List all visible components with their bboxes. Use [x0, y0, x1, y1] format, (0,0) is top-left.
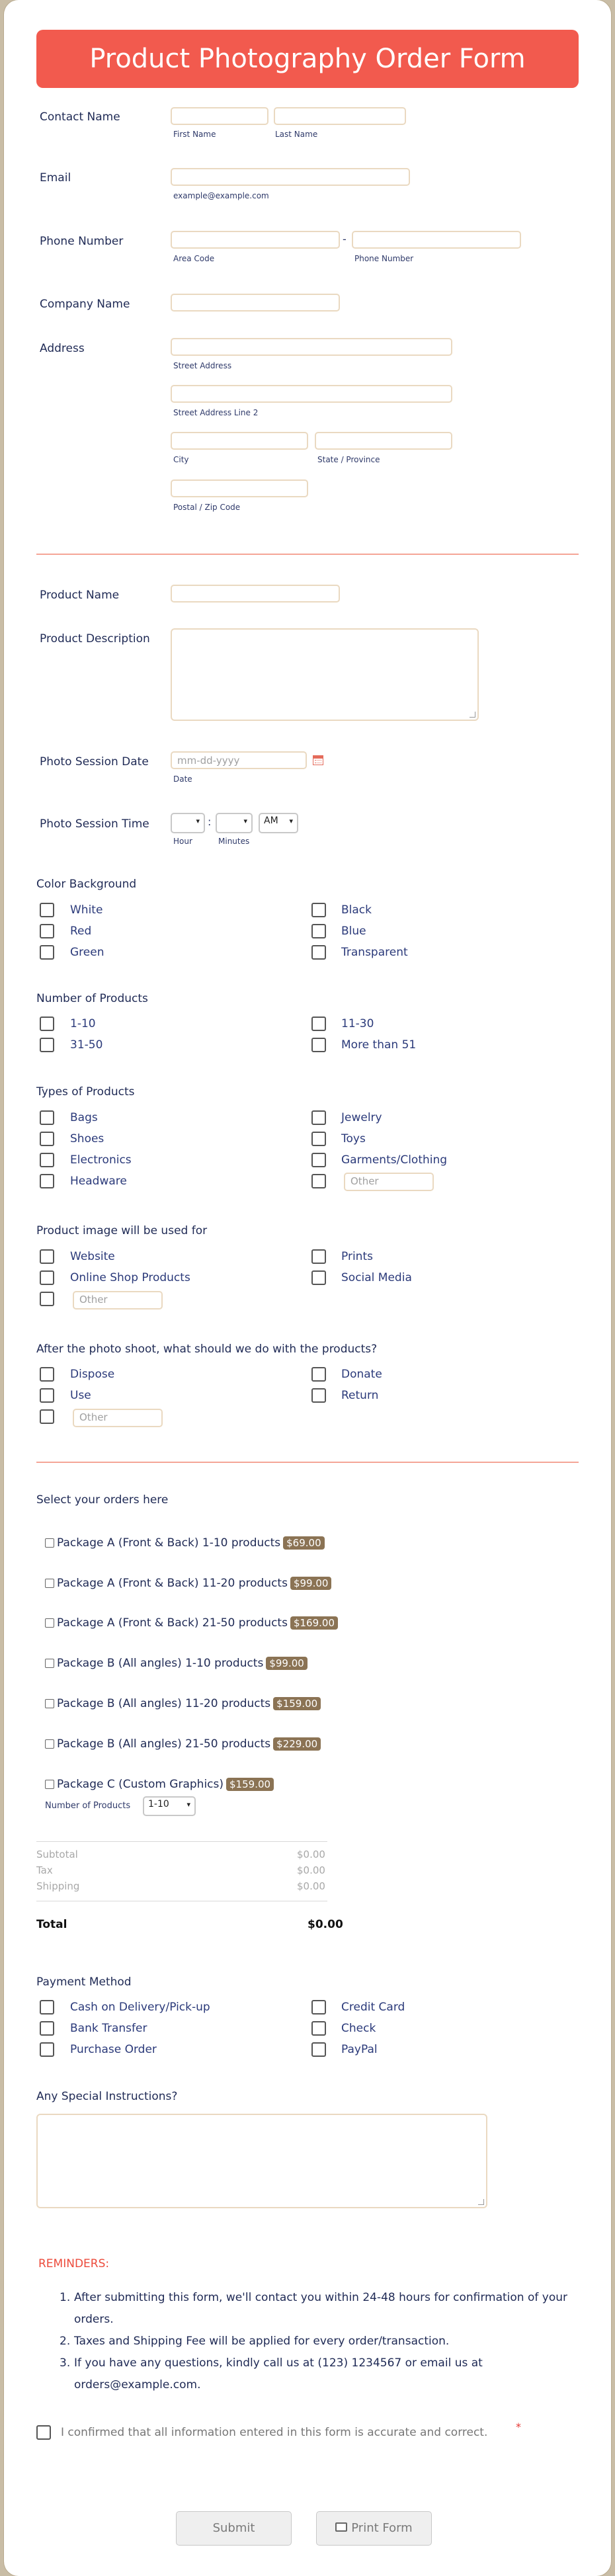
- email-sublabel: example@example.com: [173, 191, 269, 200]
- option-label: White: [70, 903, 103, 917]
- reminder-text: After submitting this form, we'll contact you within 24-48 hours for confirmation of your: [74, 2291, 567, 2304]
- checkbox[interactable]: [40, 1038, 54, 1052]
- package-item: [57, 1737, 321, 1751]
- printer-icon: [335, 2522, 347, 2532]
- number-of-products-sublabel: Number of Products: [45, 1801, 131, 1811]
- package-item: [57, 1657, 308, 1670]
- option-label: Dispose: [70, 1368, 115, 1381]
- first-name-sublabel: First Name: [173, 130, 216, 139]
- checkbox[interactable]: [311, 1367, 326, 1382]
- price-badge: $169.00: [290, 1616, 338, 1630]
- price-badge: $159.00: [273, 1697, 321, 1710]
- option-label: Jewelry: [341, 1111, 382, 1124]
- package-name: Package A (Front & Back) 1-10 products: [57, 1536, 281, 1550]
- checkbox[interactable]: [311, 903, 326, 917]
- checkbox[interactable]: [40, 2000, 54, 2015]
- option-label: Transparent: [341, 946, 408, 959]
- reminder-text: orders.: [74, 2313, 114, 2326]
- color-background-title: Color Background: [36, 878, 137, 891]
- price-badge: $229.00: [273, 1737, 321, 1751]
- package-checkbox[interactable]: [45, 1780, 54, 1789]
- checkbox[interactable]: [40, 2042, 54, 2057]
- option-label: 31-50: [70, 1038, 103, 1052]
- option-label: PayPal: [341, 2043, 378, 2056]
- reminder-number: 3.: [60, 2356, 71, 2370]
- reminder-number: 1.: [60, 2291, 71, 2304]
- checkbox[interactable]: [311, 2042, 326, 2057]
- street-address-2-input[interactable]: [171, 385, 452, 403]
- option-label: Bags: [70, 1111, 98, 1124]
- checkbox[interactable]: [311, 1270, 326, 1285]
- email-input[interactable]: [171, 168, 410, 186]
- checkbox[interactable]: [40, 1017, 54, 1031]
- street-address-input[interactable]: [171, 338, 452, 356]
- form-title: Product Photography Order Form: [36, 30, 579, 88]
- types-of-products-title: Types of Products: [36, 1085, 135, 1099]
- option-label: Headware: [70, 1175, 127, 1188]
- product-description-label: Product Description: [40, 632, 150, 645]
- session-time-label: Photo Session Time: [40, 817, 149, 831]
- checkbox[interactable]: [40, 1270, 54, 1285]
- checkbox[interactable]: [40, 1249, 54, 1264]
- number-of-products-title: Number of Products: [36, 992, 148, 1005]
- checkbox[interactable]: [40, 1132, 54, 1146]
- product-name-input[interactable]: [171, 585, 340, 602]
- print-form-label: Print Form: [351, 2521, 413, 2535]
- time-colon: :: [208, 815, 212, 828]
- checkbox[interactable]: [311, 2000, 326, 2015]
- checkbox[interactable]: [311, 1249, 326, 1264]
- option-label: 1-10: [70, 1017, 96, 1030]
- types-other-input[interactable]: Other: [344, 1173, 434, 1191]
- option-label: Shoes: [70, 1132, 104, 1145]
- checkbox[interactable]: [311, 1132, 326, 1146]
- option-label: Donate: [341, 1368, 382, 1381]
- section-divider: [36, 1462, 579, 1463]
- option-label: Blue: [341, 925, 366, 938]
- checkbox[interactable]: [311, 1017, 326, 1031]
- option-label: Cash on Delivery/Pick-up: [70, 2001, 210, 2014]
- orders-title: Select your orders here: [36, 1493, 169, 1507]
- option-label: Green: [70, 946, 104, 959]
- option-label: Credit Card: [341, 2001, 405, 2014]
- checkbox[interactable]: [40, 1292, 54, 1306]
- confirm-text: I confirmed that all information entered in this form is accurate and correct.: [61, 2426, 488, 2439]
- subtotal-value: $0.00: [297, 1849, 325, 1860]
- option-label: Return: [341, 1389, 379, 1402]
- checkbox[interactable]: [40, 2021, 54, 2036]
- package-item: [57, 1577, 331, 1590]
- special-instructions-textarea[interactable]: [36, 2114, 487, 2208]
- calendar-icon[interactable]: [313, 755, 323, 765]
- total-label: Total: [36, 1918, 67, 1931]
- reminder-text: If you have any questions, kindly call us at (123) 1234567 or email us at: [74, 2356, 483, 2370]
- subtotal-label: Subtotal: [36, 1849, 78, 1860]
- package-item: [57, 1616, 338, 1630]
- phone-label: Phone Number: [40, 235, 124, 248]
- chevron-down-icon: ▾: [186, 1800, 190, 1809]
- package-checkbox[interactable]: [45, 1739, 54, 1749]
- checkbox[interactable]: [40, 1409, 54, 1424]
- package-checkbox[interactable]: [45, 1699, 54, 1708]
- reminders-title: REMINDERS:: [38, 2257, 110, 2270]
- confirm-checkbox[interactable]: [36, 2425, 51, 2440]
- checkbox[interactable]: [311, 1110, 326, 1125]
- ampm-value: AM: [264, 815, 278, 826]
- option-label: Garments/Clothing: [341, 1153, 448, 1167]
- number-of-products-select[interactable]: [143, 1796, 196, 1816]
- first-name-input[interactable]: [171, 107, 268, 125]
- checkbox[interactable]: [40, 903, 54, 917]
- checkbox[interactable]: [311, 945, 326, 960]
- package-name: Package B (All angles) 1-10 products: [57, 1657, 264, 1670]
- price-badge: $99.00: [266, 1657, 308, 1670]
- zip-input[interactable]: [171, 479, 308, 497]
- package-checkbox[interactable]: [45, 1579, 54, 1588]
- package-item: [57, 1778, 274, 1791]
- zip-sublabel: Postal / Zip Code: [173, 503, 241, 512]
- product-name-label: Product Name: [40, 589, 120, 602]
- street-address-sublabel: Street Address: [173, 361, 232, 370]
- shipping-value: $0.00: [297, 1880, 325, 1892]
- submit-button[interactable]: Submit: [176, 2511, 292, 2546]
- number-of-products-value: 1-10: [148, 1799, 169, 1809]
- special-instructions-title: Any Special Instructions?: [36, 2090, 178, 2103]
- product-description-textarea[interactable]: [171, 628, 479, 721]
- street-address-2-sublabel: Street Address Line 2: [173, 408, 259, 417]
- option-label: Online Shop Products: [70, 1271, 190, 1284]
- option-label: 11-30: [341, 1017, 374, 1030]
- checkbox[interactable]: [40, 1388, 54, 1403]
- package-checkbox[interactable]: [45, 1538, 54, 1548]
- package-name: Package A (Front & Back) 21-50 products: [57, 1616, 288, 1630]
- option-label: Red: [70, 925, 92, 938]
- checkbox[interactable]: [40, 1367, 54, 1382]
- payment-method-title: Payment Method: [36, 1975, 132, 1989]
- reminder-text: Taxes and Shipping Fee will be applied for every order/transaction.: [74, 2335, 450, 2348]
- area-code-sublabel: Area Code: [173, 254, 215, 263]
- package-checkbox[interactable]: [45, 1659, 54, 1668]
- ampm-select[interactable]: [259, 813, 298, 833]
- package-checkbox[interactable]: [45, 1618, 54, 1628]
- city-sublabel: City: [173, 455, 189, 464]
- package-name: Package A (Front & Back) 11-20 products: [57, 1577, 288, 1590]
- tax-value: $0.00: [297, 1864, 325, 1876]
- city-input[interactable]: [171, 432, 308, 450]
- usage-other-input[interactable]: Other: [73, 1291, 163, 1309]
- phone-number-sublabel: Phone Number: [354, 254, 414, 263]
- price-badge: $69.00: [283, 1536, 325, 1550]
- price-badge: $159.00: [226, 1778, 274, 1791]
- checkbox[interactable]: [40, 924, 54, 938]
- tax-label: Tax: [36, 1864, 53, 1876]
- company-name-input[interactable]: [171, 294, 340, 312]
- last-name-input[interactable]: [274, 107, 406, 125]
- option-label: Toys: [341, 1132, 366, 1145]
- reminder-number: 2.: [60, 2335, 71, 2348]
- option-label: Bank Transfer: [70, 2022, 147, 2035]
- package-item: [57, 1697, 321, 1710]
- state-input[interactable]: [315, 432, 452, 450]
- hour-sublabel: Hour: [173, 837, 192, 846]
- last-name-sublabel: Last Name: [275, 130, 318, 139]
- date-sublabel: Date: [173, 774, 192, 784]
- address-label: Address: [40, 342, 85, 355]
- reminder-text: orders@example.com.: [74, 2378, 201, 2391]
- checkbox[interactable]: [40, 1153, 54, 1167]
- after-other-input[interactable]: Other: [73, 1409, 163, 1427]
- summary-divider: [36, 1841, 327, 1842]
- option-label: Purchase Order: [70, 2043, 157, 2056]
- email-label: Email: [40, 171, 71, 185]
- session-date-input[interactable]: mm-dd-yyyy: [171, 751, 307, 769]
- option-label: Use: [70, 1389, 91, 1402]
- checkbox[interactable]: [311, 1038, 326, 1052]
- session-date-label: Photo Session Date: [40, 755, 149, 769]
- shipping-label: Shipping: [36, 1880, 80, 1892]
- phone-separator: -: [343, 233, 347, 245]
- state-sublabel: State / Province: [317, 455, 380, 464]
- phone-number-input[interactable]: [352, 231, 521, 249]
- package-name: Package B (All angles) 21-50 products: [57, 1737, 271, 1751]
- required-star: *: [516, 2421, 521, 2433]
- option-label: Website: [70, 1250, 115, 1263]
- after-shoot-title: After the photo shoot, what should we do with the products?: [36, 1343, 378, 1356]
- print-form-button[interactable]: [316, 2511, 432, 2546]
- option-label: Electronics: [70, 1153, 132, 1167]
- chevron-down-icon: ▾: [243, 817, 247, 825]
- checkbox[interactable]: [40, 1110, 54, 1125]
- section-divider: [36, 554, 579, 555]
- checkbox[interactable]: [311, 1153, 326, 1167]
- checkbox[interactable]: [40, 1174, 54, 1188]
- chevron-down-icon: ▾: [289, 817, 293, 825]
- checkbox[interactable]: [40, 945, 54, 960]
- option-label: Social Media: [341, 1271, 412, 1284]
- checkbox[interactable]: [311, 1174, 326, 1188]
- price-badge: $99.00: [290, 1577, 332, 1590]
- area-code-input[interactable]: [171, 231, 340, 249]
- usage-title: Product image will be used for: [36, 1224, 208, 1237]
- chevron-down-icon: ▾: [196, 817, 200, 825]
- contact-name-label: Contact Name: [40, 110, 120, 124]
- minutes-sublabel: Minutes: [218, 837, 250, 846]
- option-label: Black: [341, 903, 372, 917]
- option-label: Check: [341, 2022, 376, 2035]
- option-label: Prints: [341, 1250, 373, 1263]
- option-label: More than 51: [341, 1038, 417, 1052]
- company-name-label: Company Name: [40, 298, 130, 311]
- package-name: Package B (All angles) 11-20 products: [57, 1697, 271, 1710]
- total-value: $0.00: [308, 1918, 343, 1931]
- checkbox[interactable]: [311, 2021, 326, 2036]
- hour-select[interactable]: [171, 813, 205, 833]
- checkbox[interactable]: [311, 1388, 326, 1403]
- package-item: [57, 1536, 325, 1550]
- checkbox[interactable]: [311, 924, 326, 938]
- minutes-select[interactable]: [216, 813, 253, 833]
- package-name: Package C (Custom Graphics): [57, 1778, 224, 1791]
